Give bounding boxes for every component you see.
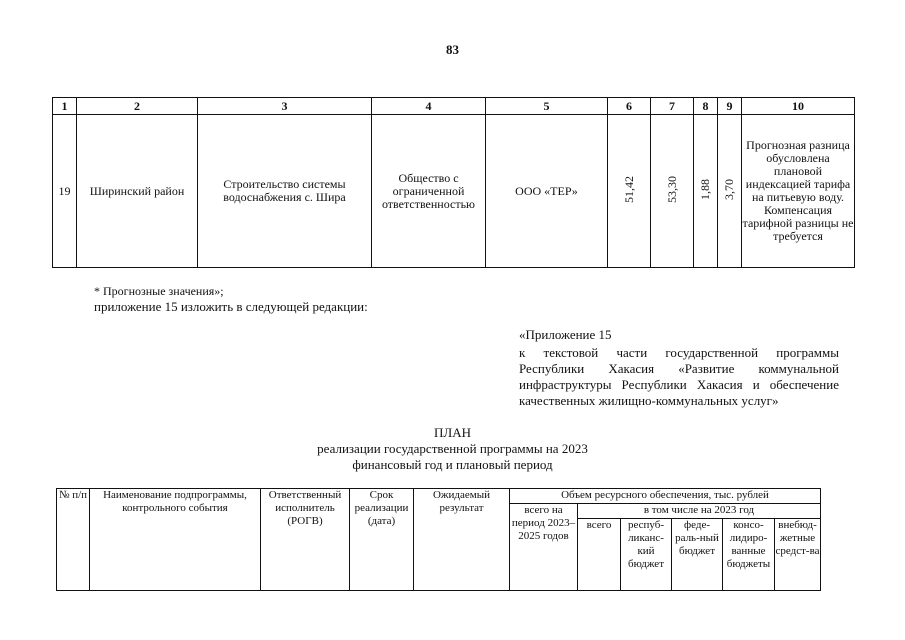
header-cell: 9 — [718, 98, 742, 115]
value-cell — [694, 115, 718, 268]
col-num-header: № п/п — [57, 489, 90, 591]
col-republic-header: респуб-ликанс-кий бюджет — [621, 519, 672, 591]
header-cell: 3 — [198, 98, 372, 115]
header-cell: 1 — [53, 98, 77, 115]
plan-table — [56, 488, 821, 591]
note-cell: Прогнозная разница обусловлена плановой индексацией тарифа на питьевую воду. Компенсация тарифной разницы не требуется — [742, 115, 855, 268]
col-resp-header: Ответственный исполнитель (РОГВ) — [261, 489, 350, 591]
col-total-header: всего — [578, 519, 621, 591]
col-in-2023-header: в том числе на 2023 год — [578, 504, 821, 519]
district-cell: Ширинский район — [77, 115, 198, 268]
plan-subtitle: финансовый год и плановый период — [352, 457, 553, 472]
header-cell: 8 — [694, 98, 718, 115]
value-cell — [651, 115, 694, 268]
plan-title: ПЛАН — [434, 425, 471, 440]
col-total-period-header: всего на период 2023–2025 годов — [510, 504, 578, 591]
header-cell: 10 — [742, 98, 855, 115]
value-cell — [718, 115, 742, 268]
project-cell: Строительство системы водоснабжения с. Шира — [198, 115, 372, 268]
row-number: 19 — [53, 115, 77, 268]
instruction-text: приложение 15 изложить в следующей редакции: — [94, 299, 368, 314]
value-text: 51,42 — [621, 176, 636, 203]
table-row — [53, 115, 855, 268]
col-result-header: Ожидаемый результат — [414, 489, 510, 591]
appendix-body: к текстовой части государственной программы Республики Хакасия «Развитие коммунальной инфраструктуры Республики Хакасия и обеспечение качественных жилищно-коммунальных услуг» — [519, 345, 839, 408]
value-text: 1,88 — [698, 179, 712, 200]
header-cell: 4 — [372, 98, 486, 115]
value-text: 53,30 — [664, 176, 679, 203]
table-header-row — [53, 98, 855, 115]
col-term-header: Срок реализации (дата) — [350, 489, 414, 591]
header-cell: 7 — [651, 98, 694, 115]
page-number: 83 — [446, 42, 459, 57]
header-cell: 6 — [608, 98, 651, 115]
value-text: 3,70 — [722, 179, 736, 200]
col-consolidated-header: консо-лидиро-ванные бюджеты — [723, 519, 775, 591]
col-extra-header: внебюд-жетные средст-ва — [775, 519, 821, 591]
col-name-header: Наименование подпрограммы, контрольного события — [90, 489, 261, 591]
plan-subtitle: реализации государственной программы на 2023 — [317, 441, 588, 456]
org-name-cell: ООО «ТЕР» — [486, 115, 608, 268]
col-volume-header: Объем ресурсного обеспечения, тыс. рублей — [510, 489, 821, 504]
header-cell: 2 — [77, 98, 198, 115]
tariff-table — [52, 97, 855, 268]
col-federal-header: феде-раль-ный бюджет — [672, 519, 723, 591]
org-type-cell: Общество с ограниченной ответственностью — [372, 115, 486, 268]
header-cell: 5 — [486, 98, 608, 115]
footnote: * Прогнозные значения»; — [94, 284, 224, 298]
value-cell — [608, 115, 651, 268]
appendix-title: «Приложение 15 — [519, 327, 612, 342]
